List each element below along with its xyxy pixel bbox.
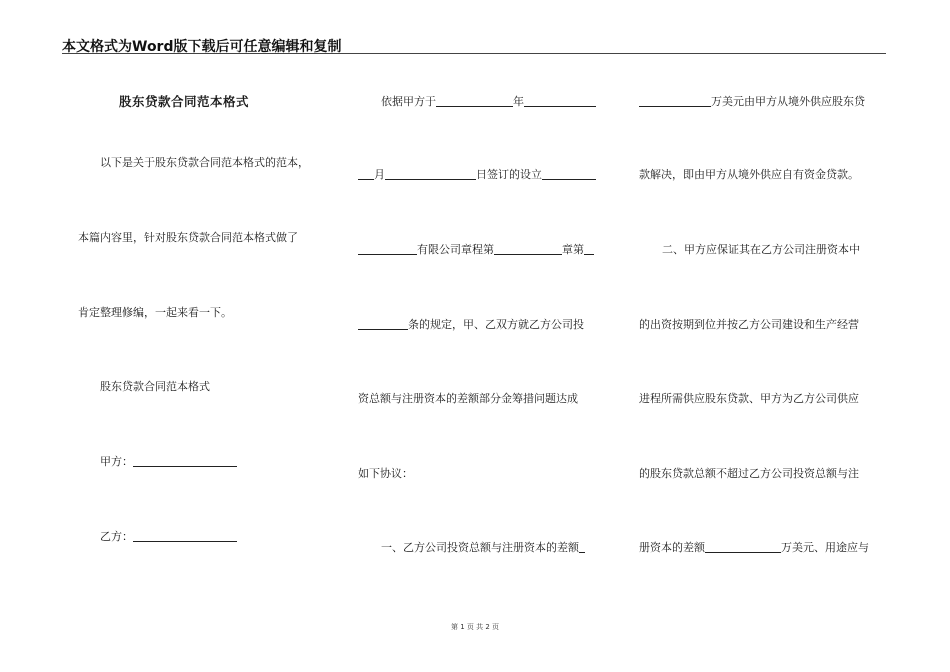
party-a-label: 甲方：: [100, 455, 133, 468]
col3-line-5: 进程所需供应股东贷款、甲方为乙方公司供应: [639, 392, 859, 405]
party-b-line: [100, 530, 237, 544]
col2-text: 依据甲方于: [381, 95, 436, 108]
col3-line-1: [639, 95, 865, 109]
fill-blank: [542, 169, 596, 180]
col3-text: 万美元、用途应与: [781, 541, 869, 554]
col2-line-2: [358, 168, 596, 182]
document-title: 股东贷款合同范本格式: [119, 94, 250, 109]
header-divider: [62, 53, 886, 54]
col2-line-6: 如下协议：: [358, 467, 413, 480]
col3-text: 册资本的差额: [639, 541, 705, 554]
col2-text: 日签订的设立: [476, 168, 542, 181]
col2-text: 年: [513, 95, 524, 108]
col3-line-4: 的出资按期到位并按乙方公司建设和生产经营: [639, 318, 859, 331]
col2-line-5: 资总额与注册资本的差额部分金筹措问题达成: [358, 392, 578, 405]
intro-line-3: 肯定整理修编，一起来看一下。: [78, 306, 232, 319]
fill-blank: [524, 96, 596, 107]
section-subtitle: 股东贷款合同范本格式: [100, 380, 210, 393]
page-footer: 第 1 页 共 2 页: [450, 623, 500, 631]
col3-line-3: 二、甲方应保证其在乙方公司注册资本中: [662, 243, 860, 256]
party-b-blank: [133, 531, 237, 542]
party-a-line: [100, 455, 237, 469]
fill-blank: [579, 542, 585, 553]
fill-blank: [639, 96, 711, 107]
document-header: 本文格式为Word版下载后可任意编辑和复制: [62, 39, 342, 55]
col2-line-4: [358, 318, 584, 332]
col2-line-7: [381, 541, 585, 555]
fill-blank: [494, 244, 562, 255]
fill-blank: [358, 319, 408, 330]
fill-blank: [358, 169, 374, 180]
col2-text: 一、乙方公司投资总额与注册资本的差额: [381, 541, 579, 554]
col3-line-2: 款解决，即由甲方从境外供应自有资金贷款。: [639, 168, 859, 181]
col2-line-1: [381, 95, 596, 109]
col2-line-3: [358, 243, 594, 257]
intro-line-2: 本篇内容里，针对股东贷款合同范本格式做了: [78, 231, 298, 244]
fill-blank: [705, 542, 781, 553]
col2-text: 章第: [562, 243, 584, 256]
party-b-label: 乙方：: [100, 530, 133, 543]
col2-text: 有限公司章程第: [417, 243, 494, 256]
col3-line-7: [639, 541, 869, 555]
fill-blank: [358, 244, 417, 255]
col2-text: 月: [374, 168, 385, 181]
party-a-blank: [133, 456, 237, 467]
intro-line-1: 以下是关于股东贷款合同范本格式的范本，: [100, 156, 309, 169]
fill-blank: [436, 96, 513, 107]
col3-line-6: 的股东贷款总额不超过乙方公司投资总额与注: [639, 467, 859, 480]
fill-blank: [584, 244, 594, 255]
col2-text: 条的规定，甲、乙双方就乙方公司投: [408, 318, 584, 331]
fill-blank: [385, 169, 476, 180]
col3-text: 万美元由甲方从境外供应股东贷: [711, 95, 865, 108]
